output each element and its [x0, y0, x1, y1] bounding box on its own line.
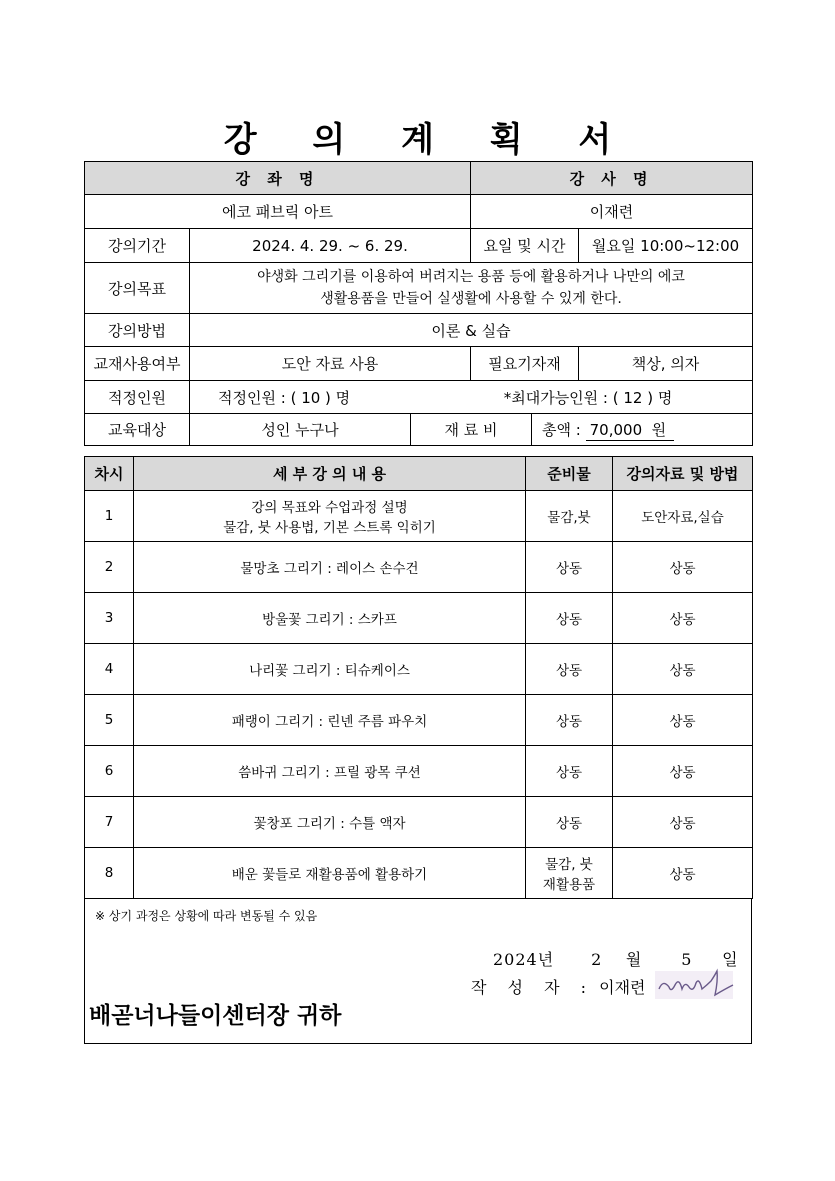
session-prep-line: 상동: [555, 561, 583, 577]
session-method: [613, 542, 753, 593]
session-content: [134, 491, 526, 542]
session-no: [85, 542, 134, 593]
session-no: [85, 746, 134, 797]
session-method-line: 상동: [669, 561, 696, 577]
session-prep: [526, 491, 613, 542]
session-method: [613, 797, 753, 848]
session-prep-line: 상동: [555, 765, 583, 781]
session-content-line: 나리꽃 그리기 : 티슈케이스: [249, 663, 410, 679]
session-row: [85, 797, 753, 848]
session-method-line: 상동: [669, 612, 696, 628]
session-content-header: 세 부 강 의 내 용: [134, 457, 526, 491]
session-prep: [526, 797, 613, 848]
session-rows: [85, 491, 753, 899]
session-prep: [526, 542, 613, 593]
target-label: 교육대상: [85, 414, 190, 446]
session-no-line: 4: [104, 661, 114, 677]
session-content: [134, 644, 526, 695]
session-no-line: 7: [104, 814, 114, 830]
session-content: [134, 593, 526, 644]
max-capacity-value: *최대가능인원 : ( 12 ) 명: [503, 388, 673, 407]
session-prep-line: 상동: [555, 612, 583, 628]
session-content: [134, 797, 526, 848]
session-method-line: 상동: [669, 765, 696, 781]
goal-line-2: 생활용품을 만들어 실생활에 사용할 수 있게 한다.: [320, 291, 622, 307]
session-no: [85, 848, 134, 899]
session-no-line: 8: [104, 865, 114, 881]
date-day-unit: 일: [722, 950, 739, 969]
session-prep-line: 물감, 붓: [545, 857, 593, 873]
session-no-header: 차시: [85, 457, 134, 491]
goal-label: 강의목표: [85, 263, 190, 314]
session-method: [613, 593, 753, 644]
fee-value: [532, 414, 753, 446]
signature-image: [655, 967, 735, 1001]
session-content-line: 패랭이 그리기 : 린넨 주름 파우치: [231, 714, 428, 730]
session-no-line: 6: [104, 763, 114, 779]
material-label: 교재사용여부: [85, 347, 190, 381]
session-prep: [526, 848, 613, 899]
session-content-line: 물망초 그리기 : 레이스 손수건: [240, 561, 419, 577]
session-method-line: 상동: [669, 816, 696, 832]
material-value: 도안 자료 사용: [190, 347, 471, 381]
session-content-line: 방울꽃 그리기 : 스카프: [262, 612, 397, 628]
session-no-line: 3: [104, 610, 114, 626]
session-row: [85, 848, 753, 899]
fee-amount: 70,000: [589, 420, 643, 439]
date-month-unit: 월: [625, 950, 643, 969]
method-label: 강의방법: [85, 314, 190, 347]
capacity-value: 적정인원 : ( 10 ) 명: [218, 388, 351, 407]
session-row: [85, 542, 753, 593]
session-method: [613, 644, 753, 695]
session-prep-line: 상동: [555, 714, 583, 730]
session-content-line: 강의 목표와 수업과정 설명: [251, 500, 408, 516]
session-no: [85, 491, 134, 542]
session-method-line: 상동: [669, 663, 696, 679]
session-method: [613, 491, 753, 542]
session-content: [134, 695, 526, 746]
session-row: [85, 593, 753, 644]
signature-section: [84, 899, 752, 1044]
method-value: 이론 & 실습: [190, 314, 753, 347]
session-no-line: 5: [104, 712, 114, 728]
session-content-line: 물감, 붓 사용법, 기본 스트록 익히기: [223, 520, 436, 536]
instructor-name-value: 이재련: [471, 195, 753, 229]
session-no: [85, 797, 134, 848]
session-prep-line: 상동: [555, 663, 583, 679]
session-content: [134, 746, 526, 797]
session-prep-line: 상동: [555, 816, 583, 832]
session-no-line: 2: [104, 559, 114, 575]
session-content: [134, 848, 526, 899]
page-title: 강 의 계 획 서: [223, 120, 634, 160]
session-content-line: 꽃창포 그리기 : 수틀 액자: [253, 816, 406, 832]
session-prep-line: 재활용품: [542, 877, 596, 893]
equipment-value: 책상, 의자: [579, 347, 753, 381]
period-label: 강의기간: [85, 229, 190, 263]
session-content-line: 배운 꽃들로 재활용품에 활용하기: [231, 867, 428, 883]
author-name: 이재련: [599, 978, 646, 997]
date-year: 2024년: [493, 950, 555, 969]
session-row: [85, 746, 753, 797]
course-info-table: [84, 161, 753, 446]
session-no: [85, 644, 134, 695]
course-name-header: 강 좌 명: [85, 162, 471, 195]
sessions-table: [84, 456, 753, 899]
capacity-row: [190, 381, 753, 414]
session-content-line: 씀바귀 그리기 : 프릴 광목 쿠션: [238, 765, 421, 781]
session-method-line: 상동: [669, 714, 696, 730]
goal-line-1: 야생화 그리기를 이용하여 버려지는 용품 등에 활용하거나 나만의 에코: [257, 269, 685, 285]
addressee: 배곧너나들이센터장 귀하: [89, 1003, 342, 1029]
session-method: [613, 695, 753, 746]
period-value: 2024. 4. 29. ~ 6. 29.: [190, 229, 471, 263]
session-no: [85, 593, 134, 644]
equipment-label: 필요기자재: [471, 347, 579, 381]
session-no-line: 1: [104, 508, 114, 524]
target-value: 성인 누구나: [190, 414, 411, 446]
session-method: [613, 848, 753, 899]
session-prep: [526, 593, 613, 644]
session-prep-header: 준비물: [526, 457, 613, 491]
date-day: 5: [681, 950, 693, 969]
session-prep-line: 물감,붓: [547, 510, 591, 526]
fee-label: 재 료 비: [411, 414, 532, 446]
schedule-label: 요일 및 시간: [471, 229, 579, 263]
session-method-header: 강의자료 및 방법: [613, 457, 753, 491]
change-notice: ※ 상기 과정은 상황에 따라 변동될 수 있음: [95, 909, 318, 923]
session-prep: [526, 746, 613, 797]
fee-total-label: 총액 :: [542, 420, 581, 439]
fee-amount-underline: [586, 419, 674, 441]
session-method-line: 도안자료,실습: [641, 510, 724, 526]
instructor-name-header: 강 사 명: [471, 162, 753, 195]
fee-unit: 원: [651, 420, 667, 439]
session-row: [85, 644, 753, 695]
date-month: 2: [591, 950, 603, 969]
goal-value: [190, 263, 753, 314]
session-method: [613, 746, 753, 797]
session-prep: [526, 695, 613, 746]
session-method-line: 상동: [669, 867, 696, 883]
session-prep: [526, 644, 613, 695]
capacity-label: 적정인원: [85, 381, 190, 414]
author-line: [471, 975, 646, 998]
session-row: [85, 695, 753, 746]
session-content: [134, 542, 526, 593]
session-row: [85, 491, 753, 542]
schedule-value: 월요일 10:00~12:00: [579, 229, 753, 263]
course-name-value: 에코 패브릭 아트: [85, 195, 471, 229]
session-no: [85, 695, 134, 746]
author-label: 작 성 자 :: [471, 978, 595, 997]
